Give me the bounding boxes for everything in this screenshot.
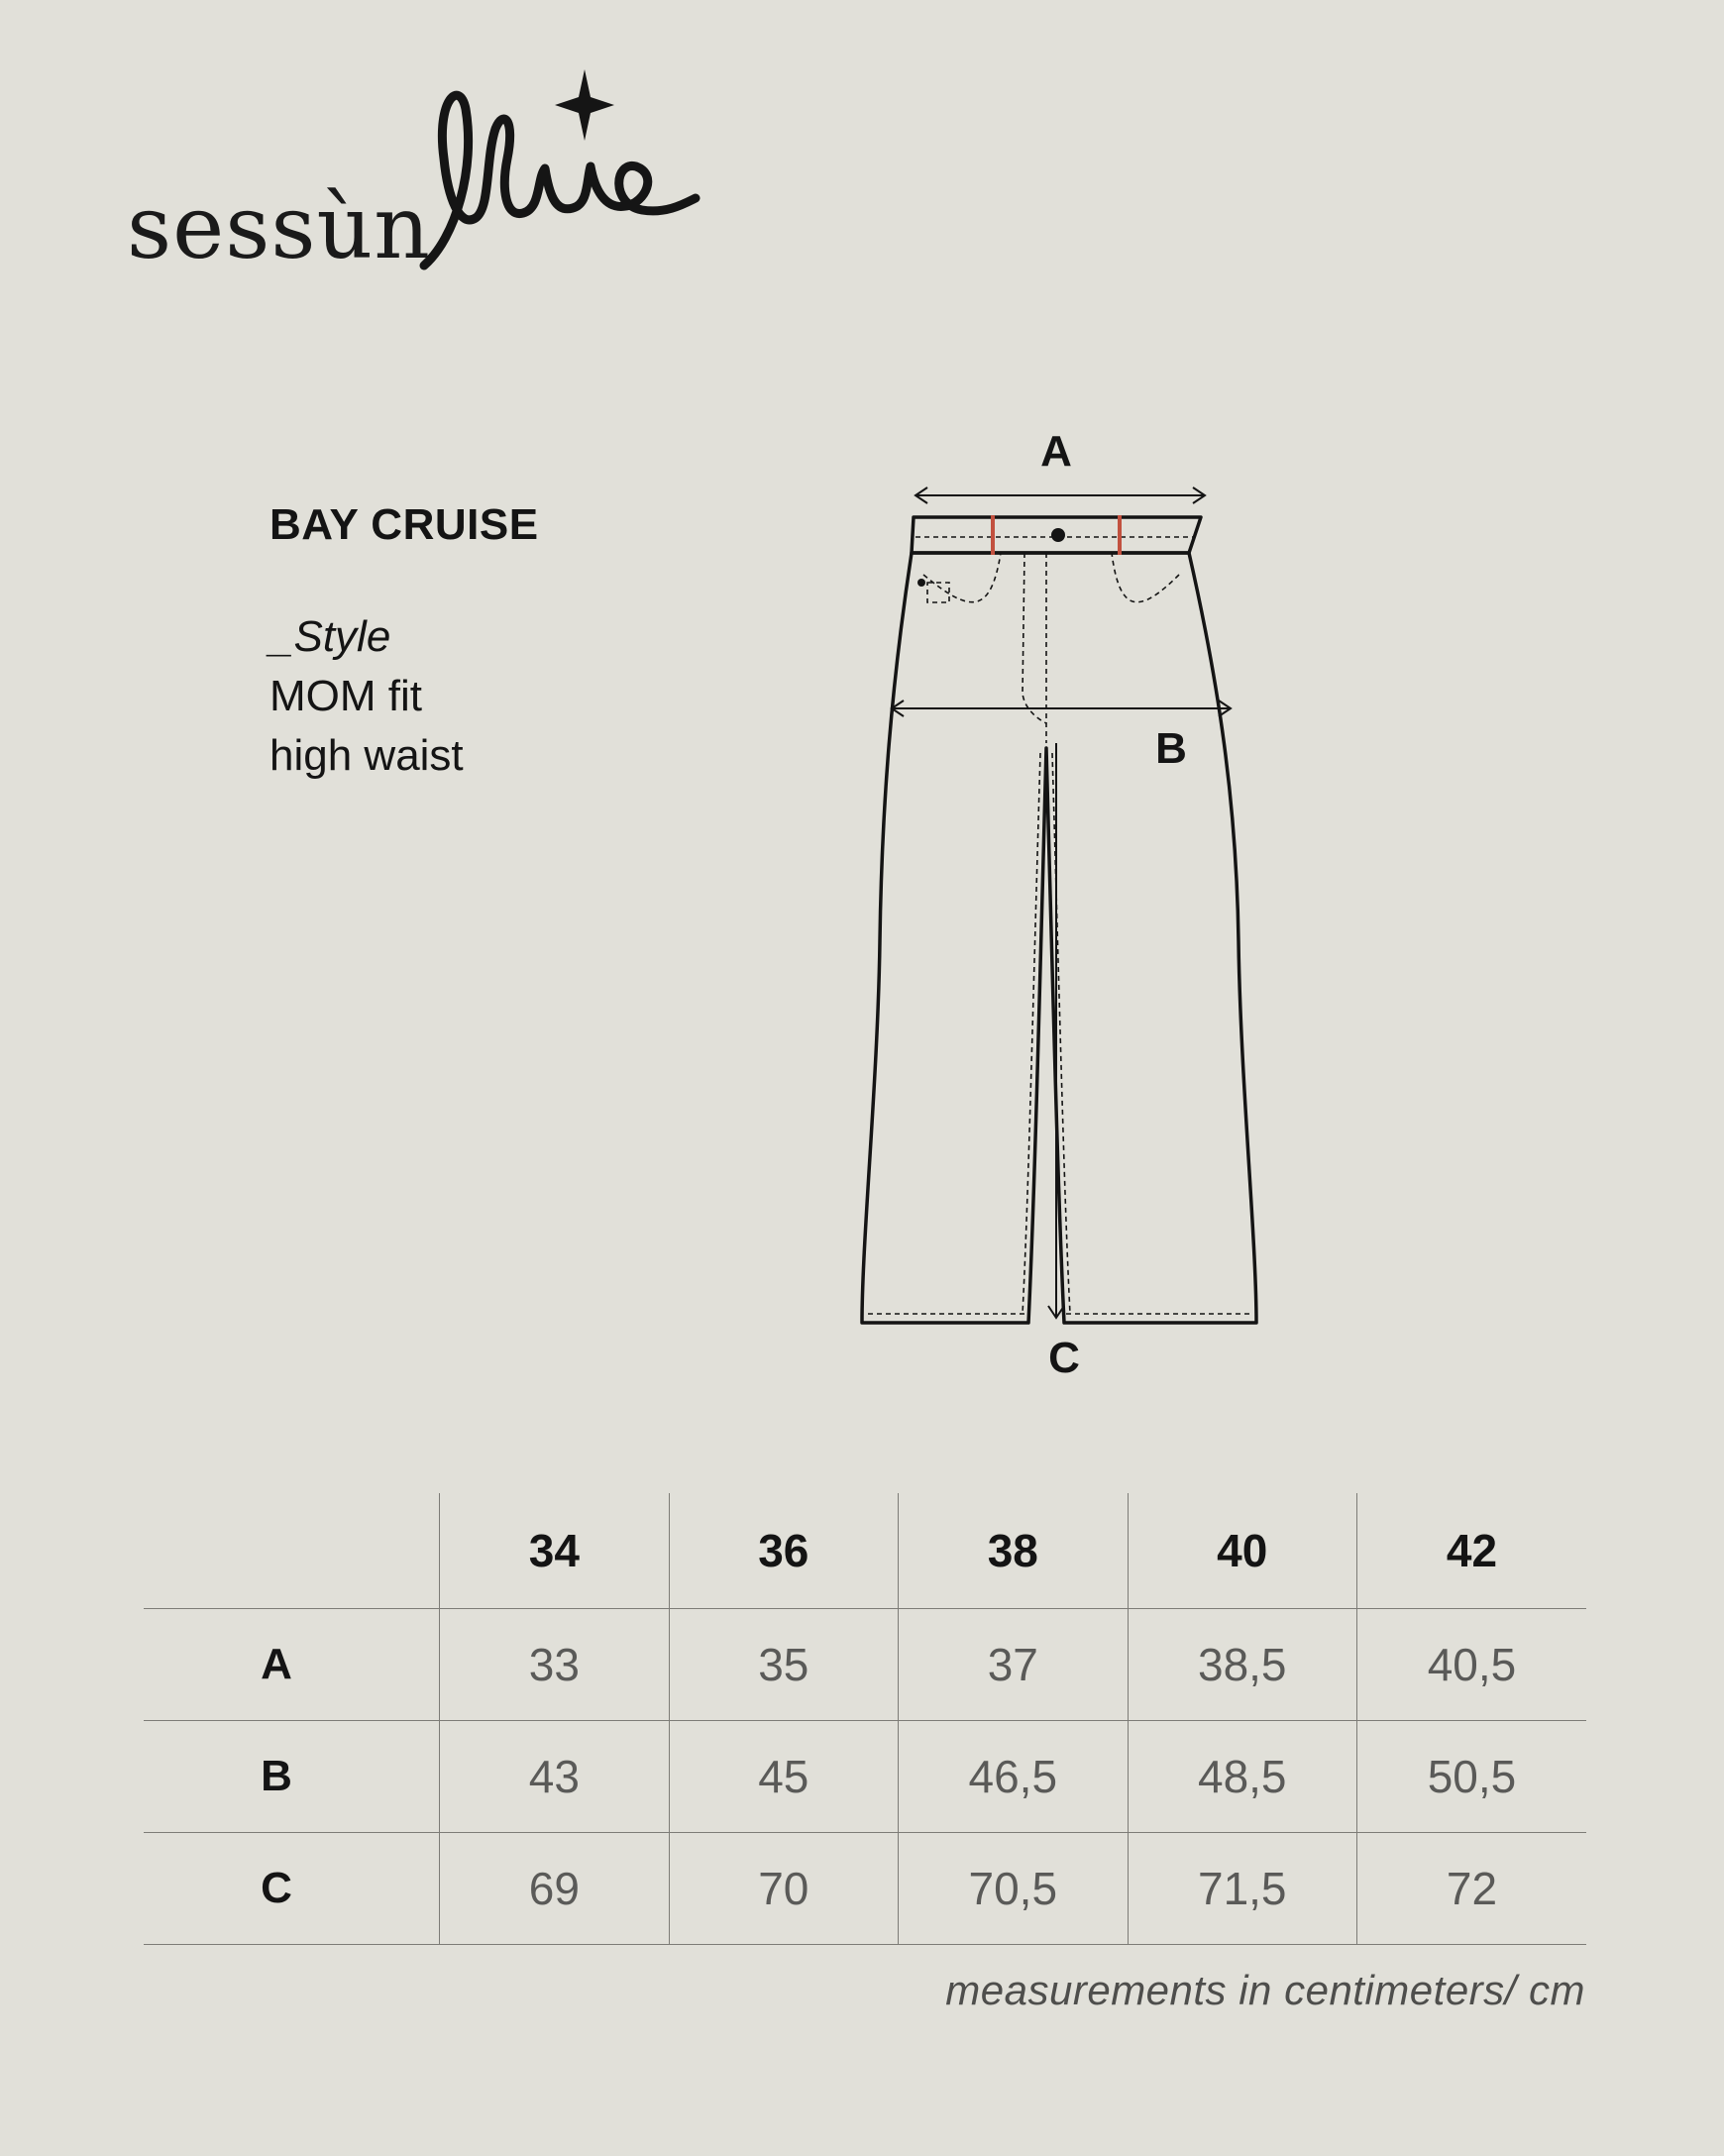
size-header: 38 xyxy=(899,1493,1128,1609)
dimension-b-label: B xyxy=(1155,724,1187,773)
table-row xyxy=(144,1609,1586,1721)
measurement-cell: 72 xyxy=(1356,1833,1586,1945)
table-row xyxy=(144,1833,1586,1945)
measurement-cell: 43 xyxy=(440,1721,669,1833)
brand-wordmark: sessùn xyxy=(127,176,431,278)
measurement-cell: 70 xyxy=(669,1833,898,1945)
row-label: A xyxy=(144,1609,440,1721)
table-row xyxy=(144,1721,1586,1833)
measurement-unit-note: measurements in centimeters/ cm xyxy=(945,1967,1585,2013)
measurement-cell: 40,5 xyxy=(1356,1609,1586,1721)
size-chart-table xyxy=(144,1493,1586,1945)
size-header: 34 xyxy=(440,1493,669,1609)
corner-cell xyxy=(144,1493,440,1609)
row-label: B xyxy=(144,1721,440,1833)
dimension-a-label: A xyxy=(1040,427,1072,476)
button-icon xyxy=(1051,528,1065,542)
measurement-cell: 70,5 xyxy=(899,1833,1128,1945)
product-info xyxy=(269,500,539,786)
measurement-cell: 38,5 xyxy=(1128,1609,1356,1721)
size-header: 36 xyxy=(669,1493,898,1609)
size-header: 40 xyxy=(1128,1493,1356,1609)
measurement-cell: 48,5 xyxy=(1128,1721,1356,1833)
measurement-cell: 69 xyxy=(440,1833,669,1945)
measurement-cell: 46,5 xyxy=(899,1721,1128,1833)
product-title: BAY CRUISE xyxy=(269,500,539,549)
style-label: _Style xyxy=(269,612,391,661)
row-label: C xyxy=(144,1833,440,1945)
dimension-c-label: C xyxy=(1048,1334,1080,1382)
measurement-cell: 71,5 xyxy=(1128,1833,1356,1945)
jeans-outline xyxy=(862,553,1256,1323)
measurement-cell: 45 xyxy=(669,1721,898,1833)
brand-script-blue xyxy=(416,50,713,287)
brand-logo xyxy=(119,50,713,287)
measurement-cell: 50,5 xyxy=(1356,1721,1586,1833)
measurement-cell: 37 xyxy=(899,1609,1128,1721)
fit-description: MOM fit xyxy=(269,672,422,720)
measurement-cell: 35 xyxy=(669,1609,898,1721)
measurement-cell: 33 xyxy=(440,1609,669,1721)
waist-description: high waist xyxy=(269,731,464,780)
jeans-diagram xyxy=(852,426,1288,1387)
size-header: 42 xyxy=(1356,1493,1586,1609)
jeans-technical-drawing xyxy=(852,426,1288,1387)
size-header-row xyxy=(144,1493,1586,1609)
